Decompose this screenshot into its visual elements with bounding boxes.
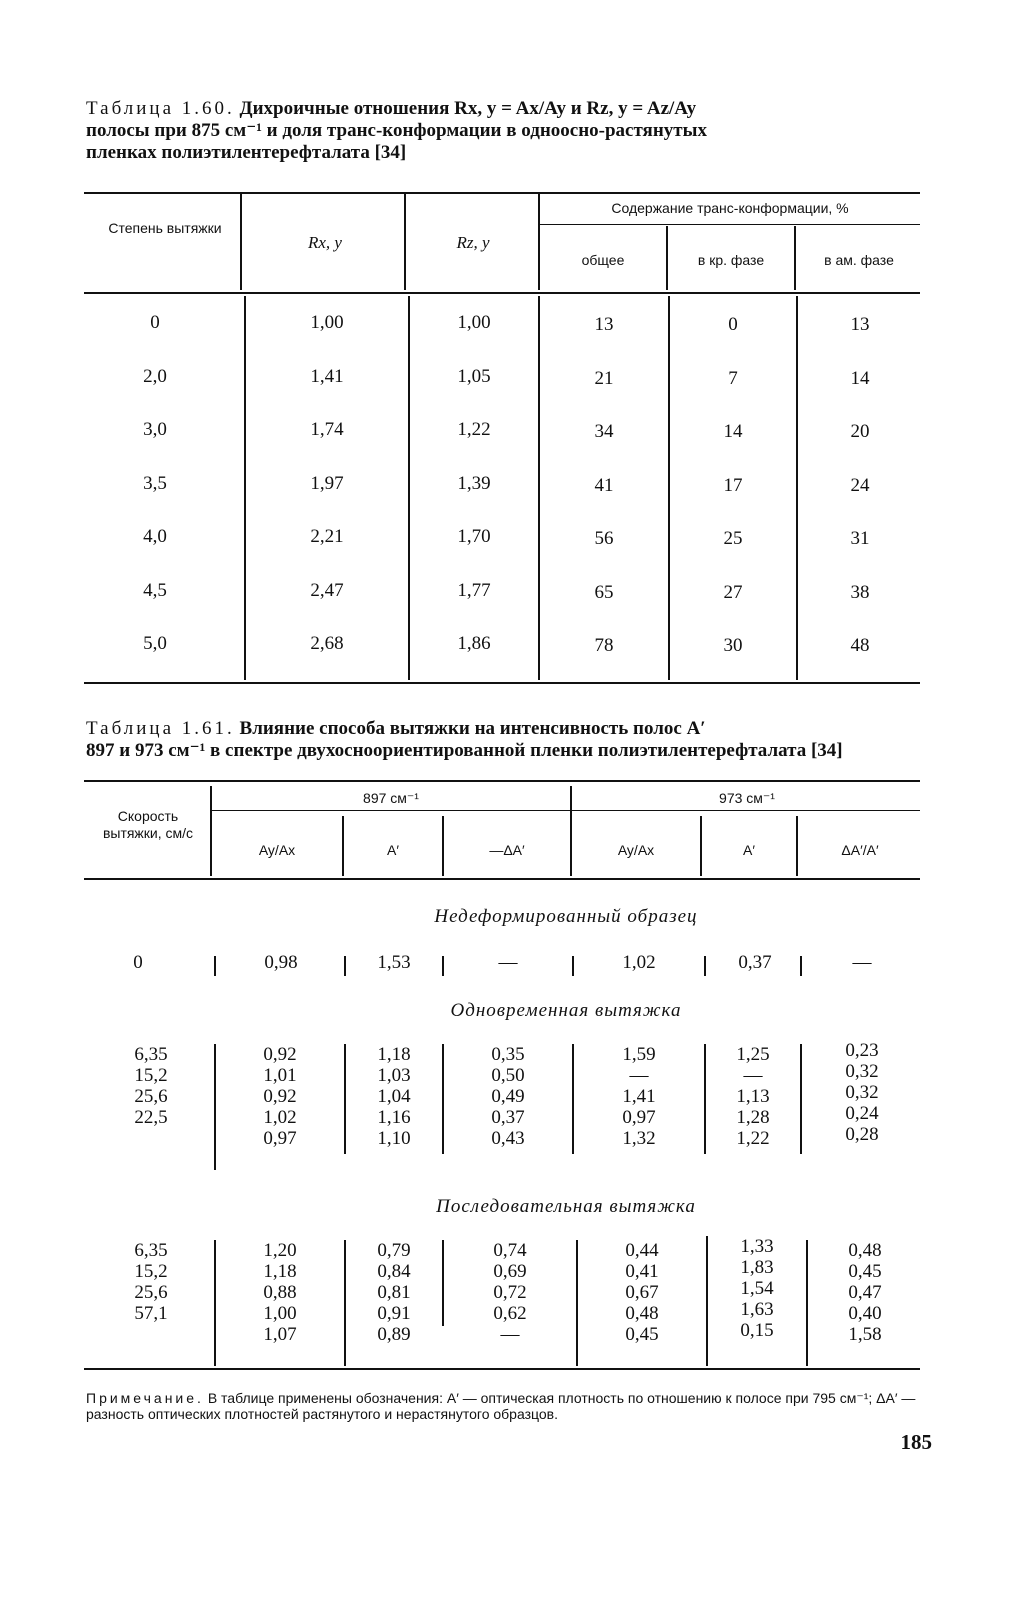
table1-cell: 31: [850, 528, 870, 549]
table1-cell: 38: [850, 581, 870, 603]
table2-section1-title: Недеформированный образец: [434, 906, 698, 927]
table1-cell: 1,22: [457, 419, 491, 440]
table1-caption-lead: Таблица 1.60.: [86, 98, 235, 119]
table2-s2-col3: 1,18 1,03 1,04 1,16 1,10: [377, 1044, 411, 1149]
note-body: В таблице применены обозначения: A′ — оптическая плотность по отношению к полосе при 795 см⁻¹; ΔA′ — разность оптических плотностей растянутого и нерастянутого образцов.: [86, 1390, 916, 1422]
table1-body-vline-3: [538, 296, 540, 680]
table1-cell: 0: [150, 312, 160, 333]
table2-section3-title: Последовательная вытяжка: [436, 1196, 696, 1217]
table2-bottom-rule: [84, 1368, 920, 1370]
table2-section1-cell: —: [852, 952, 872, 973]
table2-header-col1: Скорость вытяжки, см/с: [102, 808, 194, 841]
table2-caption-line1: Влияние способа вытяжки на интенсивность полос A′: [239, 718, 706, 739]
table1-body-vline-4: [668, 296, 670, 680]
table1-top-rule: [84, 192, 920, 194]
table2-caption-lead: Таблица 1.61.: [86, 718, 235, 739]
table2-header-sub3: —ΔA′: [489, 842, 525, 858]
table1-bottom-rule: [84, 682, 920, 684]
table1-cell: 17: [723, 474, 743, 496]
table1-cell: 25: [723, 528, 743, 549]
table1-caption-line2: полосы при 875 см⁻¹ и доля транс-конформации в одноосно-растянутых: [86, 120, 707, 141]
table2-s2-vline-1: [214, 1044, 216, 1170]
table1-header-group: Содержание транс-конформации, %: [611, 200, 849, 216]
table1-group-rule: [540, 224, 920, 225]
table1-cell: 20: [850, 421, 870, 442]
table2-header-sub1: Ay/Ax: [258, 842, 296, 858]
table2-s3-vline-2: [344, 1240, 346, 1366]
table2-s3-col4: 0,74 0,69 0,72 0,62 —: [493, 1240, 527, 1345]
table2-note: [86, 1390, 936, 1422]
table1-body-vline-5: [796, 296, 798, 680]
table1-cell: 4,0: [143, 526, 167, 547]
table2-header-rule: [84, 878, 920, 880]
table2-header-sub5: A′: [743, 842, 755, 858]
table2-s2-vline-4: [572, 1044, 574, 1154]
table1-vline-4: [666, 226, 668, 290]
table1-header-rz: Rz, y: [456, 233, 490, 252]
table1-cell: 30: [723, 635, 743, 656]
table2-vline-1: [210, 786, 212, 876]
table2-group-rule: [212, 810, 920, 811]
table2-header-group1: 897 см⁻¹: [363, 790, 419, 806]
table2-s2-vline-6: [800, 1044, 802, 1154]
table2-s2-vline-5: [704, 1044, 706, 1154]
table2-s3-col3: 0,79 0,84 0,81 0,91 0,89: [377, 1240, 411, 1345]
table1-cell: 24: [850, 474, 870, 496]
table1-cell: 2,0: [143, 365, 167, 387]
table1-vline-5: [794, 226, 796, 290]
table1-cell: 7: [728, 367, 738, 389]
table2-section1-cell: 0,37: [738, 952, 772, 973]
table2-s3-col5: 0,44 0,41 0,67 0,48 0,45: [625, 1240, 659, 1345]
table2-s1-vline-2: [344, 956, 346, 976]
table1-cell: 1,05: [457, 365, 491, 387]
table2-section2-title: Одновременная вытяжка: [450, 1000, 682, 1021]
table2-section1-cell: —: [498, 952, 518, 973]
table2-header-sub6: ΔA′/A′: [841, 842, 879, 858]
table2-s2-col2: 0,92 1,01 0,92 1,02 0,97: [263, 1044, 297, 1149]
table1-header-col1: Степень вытяжки: [108, 220, 222, 236]
table2-vline-6: [796, 816, 798, 876]
table2-s2-vline-2: [344, 1044, 346, 1154]
table2-header-sub4: Ay/Ax: [617, 842, 655, 858]
table1-header-rule: [84, 292, 920, 294]
table2-section1-cell: 1,53: [377, 952, 411, 973]
table2-header-group2: 973 см⁻¹: [719, 790, 775, 806]
table1-header-sub2: в кр. фазе: [697, 252, 765, 268]
table2-s2-col1: 6,35 15,2 25,6 22,5: [134, 1044, 168, 1128]
table1-cell: 48: [850, 635, 870, 656]
table1-cell: 3,5: [143, 472, 167, 494]
table1-cell: 14: [723, 421, 743, 442]
table2-s2-vline-3: [442, 1044, 444, 1154]
table2-s3-col2: 1,20 1,18 0,88 1,00 1,07: [263, 1240, 297, 1345]
table2-s1-vline-4: [572, 956, 574, 976]
table1-cell: 78: [594, 635, 614, 656]
table1-caption: [86, 98, 936, 164]
table1-body-vline-1: [244, 296, 246, 680]
table2-s3-vline-6: [806, 1240, 808, 1366]
table1-cell: 14: [850, 367, 870, 389]
table1-cell: 1,70: [457, 526, 491, 547]
table2-s3-vline-5: [706, 1236, 708, 1366]
table1-cell: 41: [594, 474, 614, 496]
table1-vline-1: [240, 194, 242, 290]
table1-header-sub1: общее: [581, 252, 625, 268]
table2-vline-4: [570, 786, 572, 876]
table2-s2-col4: 0,35 0,50 0,49 0,37 0,43: [491, 1044, 525, 1149]
table1-header-rx: Rx, y: [308, 233, 342, 252]
table1-cell: 2,21: [310, 526, 344, 547]
table2-caption-line2: 897 и 973 см⁻¹ в спектре двухосноориентированной пленки полиэтилентерефталата [34]: [86, 740, 843, 761]
table2-vline-2: [342, 816, 344, 876]
table1-cell: 3,0: [143, 419, 167, 440]
table2-vline-3: [442, 816, 444, 876]
table2-s3-vline-3: [442, 1240, 444, 1326]
table1-cell: 1,41: [310, 365, 344, 387]
table1-cell: 34: [594, 421, 614, 442]
table1-body-vline-2: [408, 296, 410, 680]
table2-s3-vline-4: [576, 1240, 578, 1366]
table2-s3-col6: 1,33 1,83 1,54 1,63 0,15: [740, 1236, 774, 1341]
table2-s1-vline-1: [214, 956, 216, 976]
table1-cell: 13: [594, 314, 614, 335]
table2-top-rule: [84, 780, 920, 782]
table1-vline-3: [538, 194, 540, 290]
page-number: 185: [900, 1430, 932, 1454]
table2-caption: [86, 718, 936, 762]
table1-cell: 1,39: [457, 472, 491, 494]
table2-header-sub2: A′: [387, 842, 399, 858]
table1-cell: 21: [594, 367, 614, 389]
table1-vline-2: [404, 194, 406, 290]
table1-cell: 0: [728, 314, 738, 335]
table1-cell: 1,00: [310, 312, 344, 333]
table1-cell: 2,47: [310, 579, 344, 601]
table2-s3-col7: 0,48 0,45 0,47 0,40 1,58: [848, 1240, 882, 1345]
table2-s2-col7: 0,23 0,32 0,32 0,24 0,28: [845, 1040, 879, 1145]
table2-vline-5: [700, 816, 702, 876]
table1-cell: 56: [594, 528, 614, 549]
table1-caption-line3: пленках полиэтилентерефталата [34]: [86, 142, 407, 163]
table2-s3-col1: 6,35 15,2 25,6 57,1: [134, 1240, 168, 1324]
table1-cell: 4,5: [143, 579, 167, 601]
table1-cell: 65: [594, 581, 614, 603]
table2-s1-vline-3: [442, 956, 444, 976]
table1-cell: 5,0: [143, 633, 167, 654]
table2-s2-col6: 1,25 — 1,13 1,28 1,22: [736, 1044, 770, 1149]
table1-cell: 1,74: [310, 419, 344, 440]
table2-s3-vline-1: [214, 1240, 216, 1366]
table1-cell: 1,86: [457, 633, 491, 654]
table1-caption-line1: Дихроичные отношения Rx, y = Ax/Ay и Rz, y = Az/Ay: [239, 98, 697, 119]
note-lead: Примечание.: [86, 1390, 204, 1406]
table2-s1-vline-5: [704, 956, 706, 976]
table1-cell: 2,68: [310, 633, 344, 654]
table2-section1-cell: 0: [133, 952, 143, 973]
table2-s2-col5: 1,59 — 1,41 0,97 1,32: [622, 1044, 656, 1149]
table2-section1-cell: 0,98: [264, 952, 298, 973]
table1-cell: 13: [850, 314, 870, 335]
table1-header-sub3: в ам. фазе: [824, 252, 894, 268]
table1-cell: 1,97: [310, 472, 344, 494]
table1-cell: 1,77: [457, 579, 491, 601]
table1-cell: 27: [723, 581, 743, 603]
table2-section1-cell: 1,02: [622, 952, 656, 973]
table1-cell: 1,00: [457, 312, 491, 333]
